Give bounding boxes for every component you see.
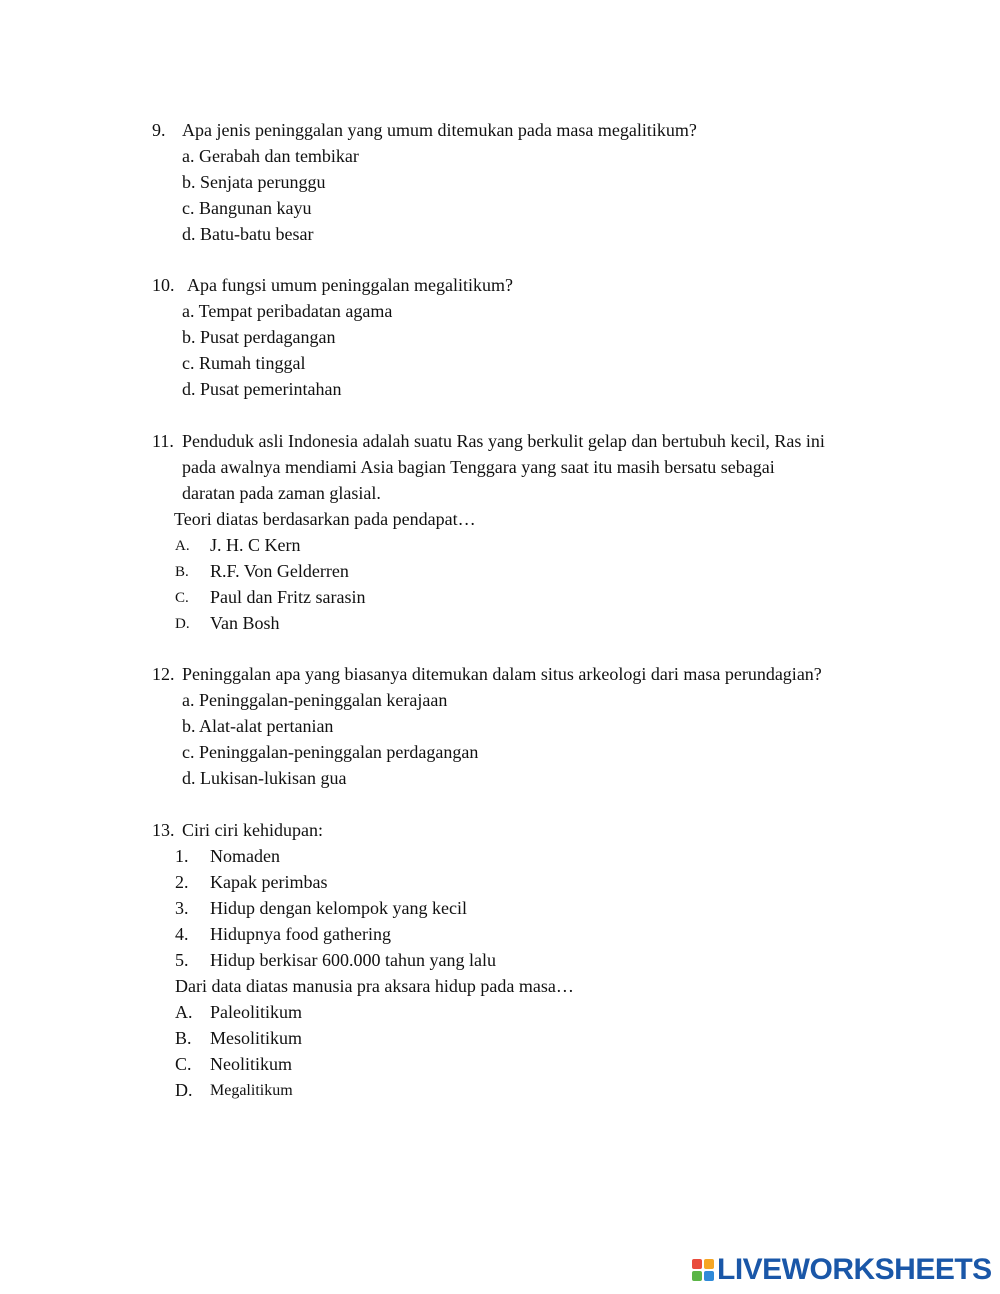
q11-prompt: Teori diatas berdasarkan pada pendapat… [174,509,476,529]
logo-mark-cell [692,1271,702,1281]
q13-item-2-num: 2. [175,872,189,892]
q12-number: 12. [152,664,175,684]
logo-mark-cell [704,1259,714,1269]
q13-item-4-num: 4. [175,924,189,944]
q12-option-b: b. Alat-alat pertanian [182,716,334,736]
q11-option-c-text: Paul dan Fritz sarasin [210,587,366,607]
q11-option-d-text: Van Bosh [210,613,280,633]
q13-item-1-text: Nomaden [210,846,280,866]
q9-option-a: a. Gerabah dan tembikar [182,146,359,166]
q13-item-3-num: 3. [175,898,189,918]
q11-question-line-1: Penduduk asli Indonesia adalah suatu Ras yang berkulit gelap dan bertubuh kecil, Ras ini [182,431,825,451]
q13-question: Ciri ciri kehidupan: [182,820,323,840]
q10-option-c: c. Rumah tinggal [182,353,306,373]
q9-question: Apa jenis peninggalan yang umum ditemukan pada masa megalitikum? [182,120,697,140]
logo-mark-cell [704,1271,714,1281]
q10-option-a: a. Tempat peribadatan agama [182,301,393,321]
q9-option-c: c. Bangunan kayu [182,198,312,218]
logo-text: LIVEWORKSHEETS [717,1253,992,1286]
logo-mark-icon [692,1259,714,1281]
q11-question-line-3: daratan pada zaman glasial. [182,483,381,503]
q13-option-b-text: Mesolitikum [210,1028,303,1048]
q13-item-1-num: 1. [175,846,189,866]
q13-option-c-letter: C. [175,1054,192,1074]
q13-option-a-text: Paleolitikum [210,1002,302,1022]
q12-option-a: a. Peninggalan-peninggalan kerajaan [182,690,448,710]
q11-option-b-text: R.F. Von Gelderren [210,561,349,581]
q11-option-a-letter: A. [175,538,190,554]
q13-item-4-text: Hidupnya food gathering [210,924,391,944]
q10-question: Apa fungsi umum peninggalan megalitikum? [187,275,513,295]
logo-mark-cell [692,1259,702,1269]
q13-option-a-letter: A. [175,1002,193,1022]
q11-number: 11. [152,431,174,451]
q12-option-c: c. Peninggalan-peninggalan perdagangan [182,742,479,762]
q13-item-5-num: 5. [175,950,189,970]
q11-option-a-text: J. H. C Kern [210,535,301,555]
q9-option-d: d. Batu-batu besar [182,224,314,244]
q13-item-3-text: Hidup dengan kelompok yang kecil [210,898,467,918]
q11-question-line-2: pada awalnya mendiami Asia bagian Tenggara yang saat itu masih bersatu sebagai [182,457,775,477]
q13-option-d-letter: D. [175,1080,193,1100]
q11-option-d-letter: D. [175,616,190,632]
q9-option-b: b. Senjata perunggu [182,172,326,192]
q11-option-b-letter: B. [175,564,189,580]
liveworksheets-logo [692,1254,992,1286]
q10-option-d: d. Pusat pemerintahan [182,379,342,399]
q13-item-2-text: Kapak perimbas [210,872,328,892]
q13-item-5-text: Hidup berkisar 600.000 tahun yang lalu [210,950,496,970]
q13-number: 13. [152,820,175,840]
q13-option-d-text: Megalitikum [210,1082,293,1099]
q12-question: Peninggalan apa yang biasanya ditemukan dalam situs arkeologi dari masa perundagian? [182,664,822,684]
q10-number: 10. [152,275,175,295]
q13-option-b-letter: B. [175,1028,192,1048]
q13-prompt: Dari data diatas manusia pra aksara hidup pada masa… [175,976,574,996]
q12-option-d: d. Lukisan-lukisan gua [182,768,347,788]
q9-number: 9. [152,120,166,140]
q13-option-c-text: Neolitikum [210,1054,292,1074]
q10-option-b: b. Pusat perdagangan [182,327,336,347]
q11-option-c-letter: C. [175,590,189,606]
